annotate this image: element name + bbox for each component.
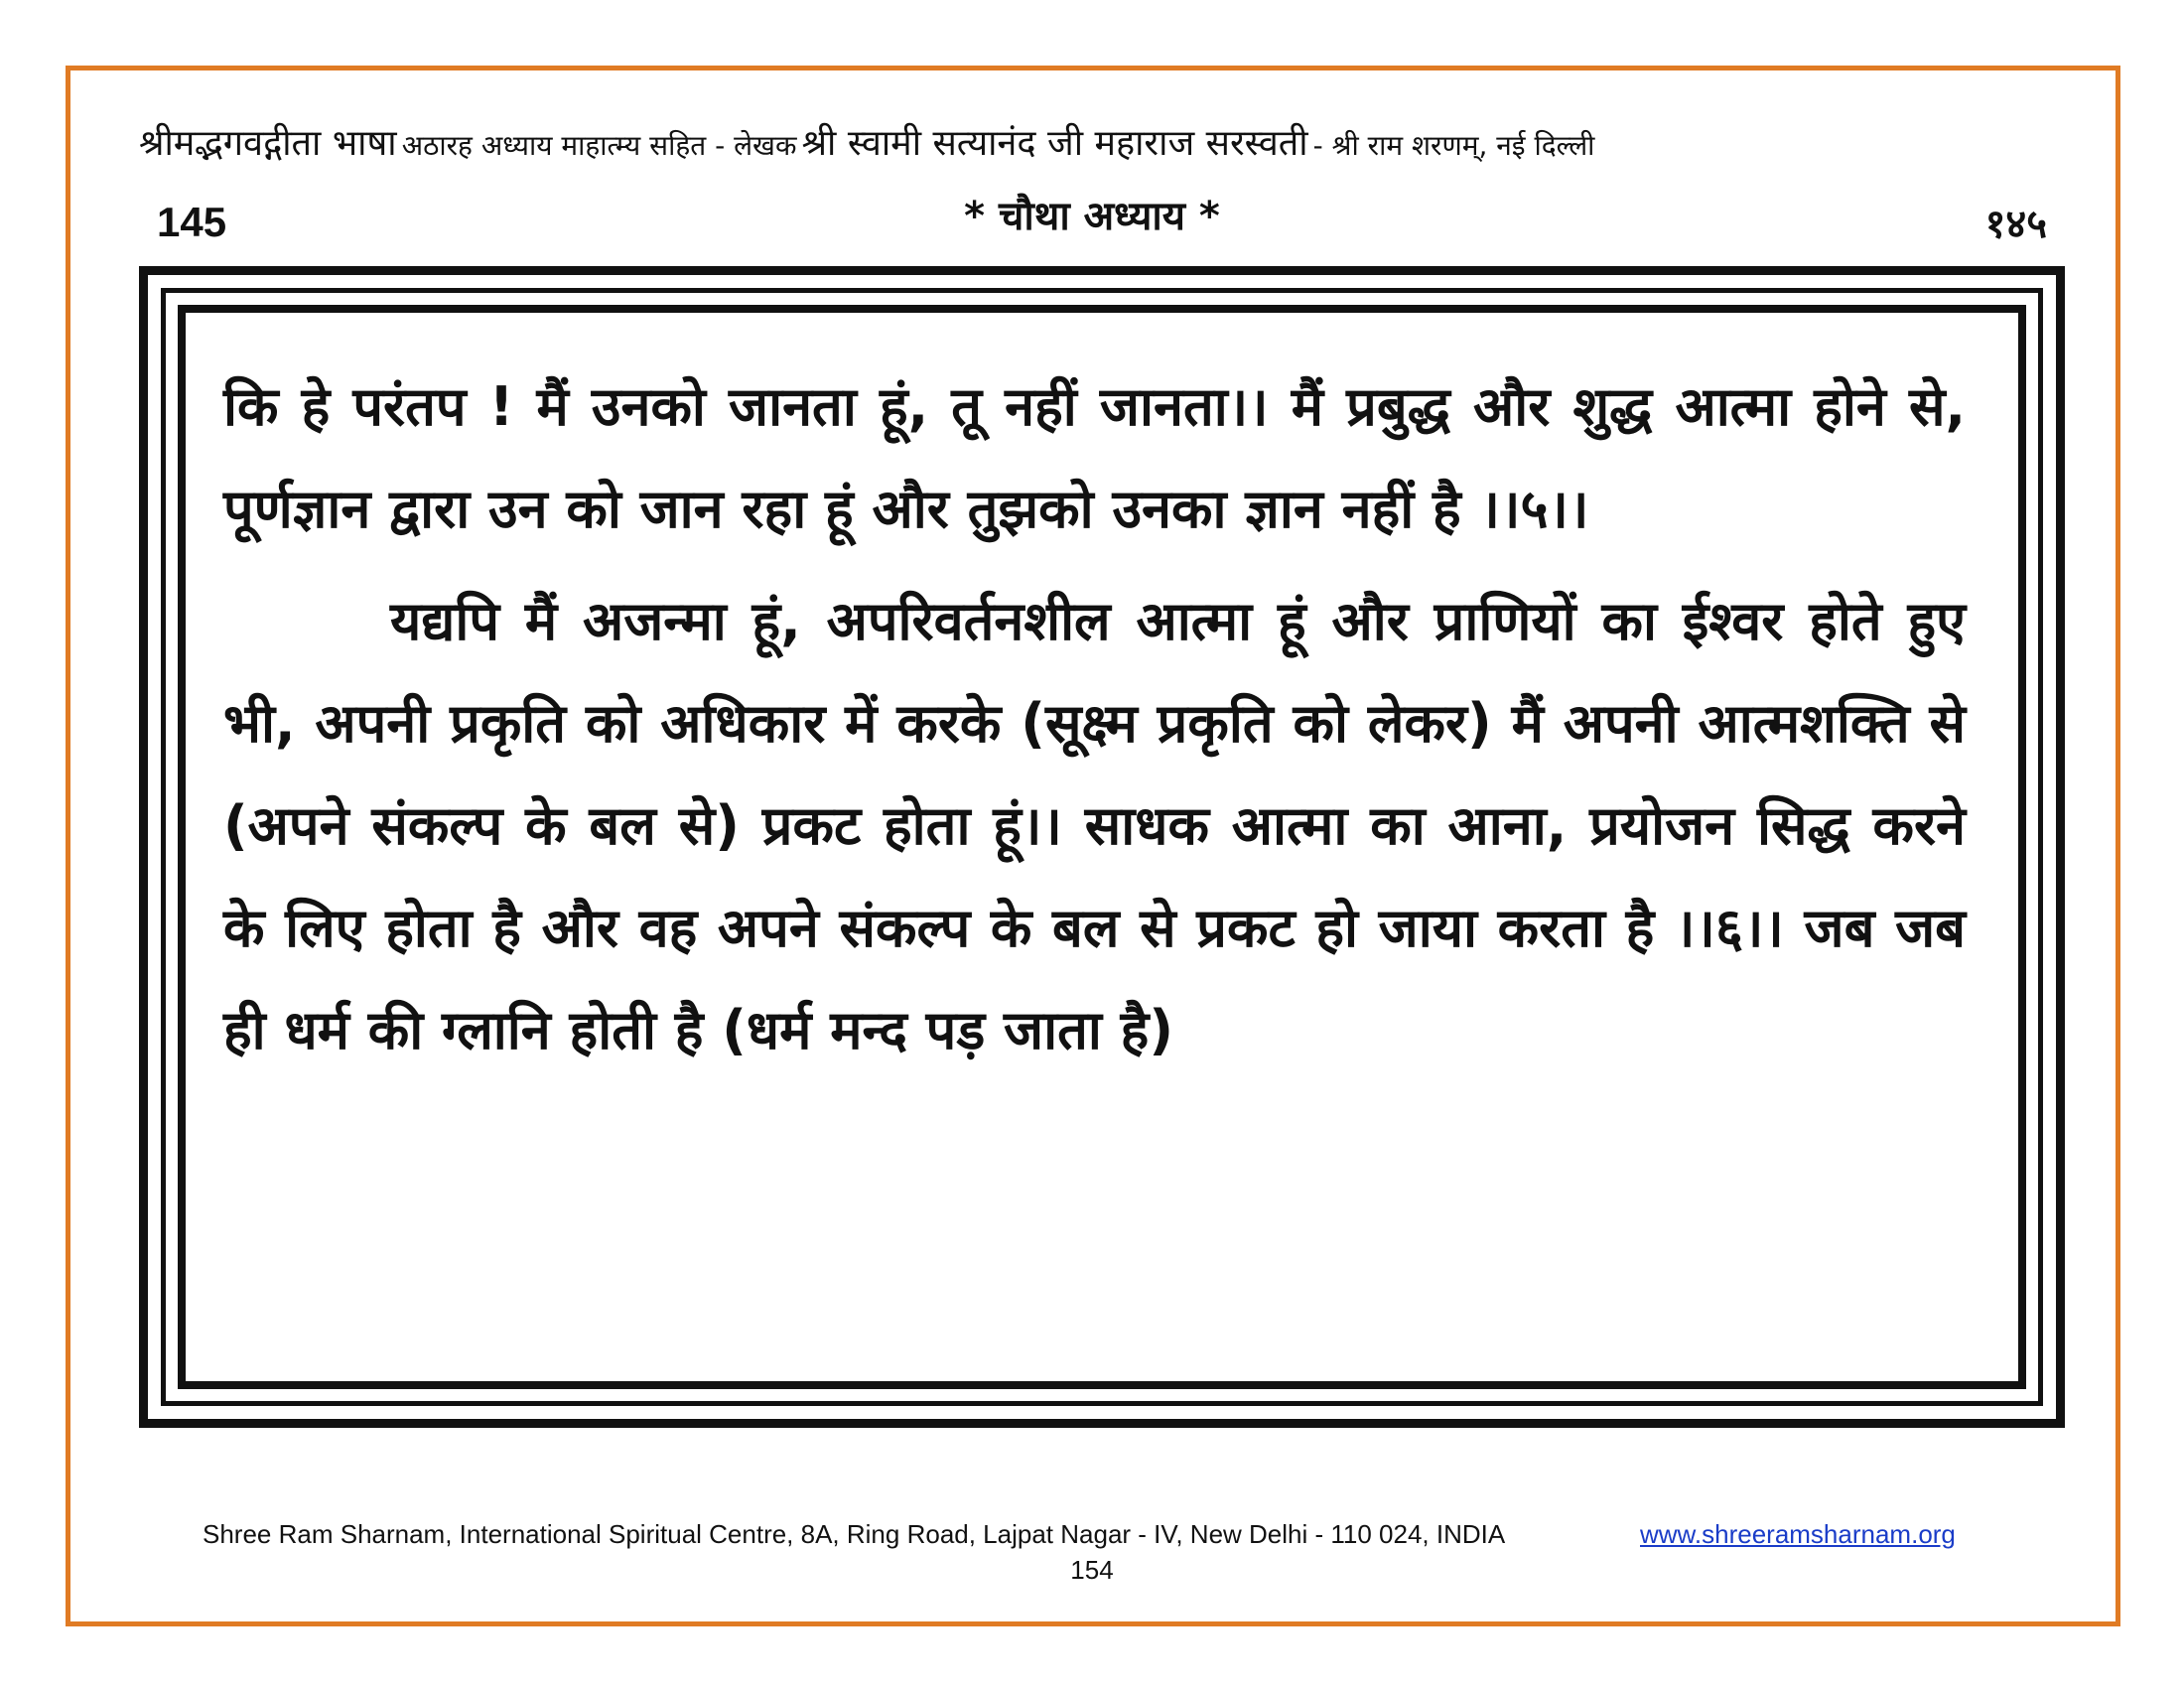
header-author: श्री स्वामी सत्यानंद जी महाराज सरस्वती	[801, 123, 1308, 164]
footer-website-link[interactable]: www.shreeramsharnam.org	[1640, 1519, 1956, 1549]
header-subtitle: अठारह अध्याय माहात्म्य सहित - लेखक	[401, 129, 797, 162]
header-publisher: - श्री राम शरणम्, नई दिल्ली	[1312, 129, 1595, 162]
running-header	[139, 117, 2055, 177]
chapter-title: * चौथा अध्याय *	[964, 194, 1220, 239]
paragraph-verse-6: यद्यपि मैं अजन्मा हूं, अपरिवर्तनशील आत्मा हूं और प्राणियों का ईश्वर होते हुए भी, अपनी प्रकृति को अधिकार में करके (सूक्ष्म प्रकृति को लेकर) मैं अपनी आत्मशक्ति से (अपने संकल्प के बल से) प्रकट होता हूं।। साधक आत्मा का आना, प्रयोजन सिद्ध करने के लिए होता है और वह अपने संकल्प के बल से प्रकट हो जाया करता है ।।६।। जब जब ही धर्म की ग्लानि होती है (धर्म मन्द पड़ जाता है)	[223, 590, 1966, 1061]
page-number-arabic: 145	[157, 199, 227, 245]
scripture-text	[223, 355, 1966, 1081]
page-number-devanagari: १४५	[1984, 202, 2047, 247]
paragraph-verse-5: कि हे परंतप ! मैं उनको जानता हूं, तू नहीं जानता।। मैं प्रबुद्ध और शुद्ध आत्मा होने से, पूर्णज्ञान द्वारा उन को जान रहा हूं और तुझको उनका ज्ञान नहीं है ।।५।।	[223, 375, 1966, 540]
footer-address: Shree Ram Sharnam, International Spiritual Centre, 8A, Ring Road, Lajpat Nagar - IV, New Delhi - 110 024, INDIA	[203, 1519, 1506, 1549]
header-book-title: श्रीमद्भगवद्गीता भाषा	[139, 123, 397, 164]
footer-page-number: 154	[1070, 1555, 1114, 1585]
